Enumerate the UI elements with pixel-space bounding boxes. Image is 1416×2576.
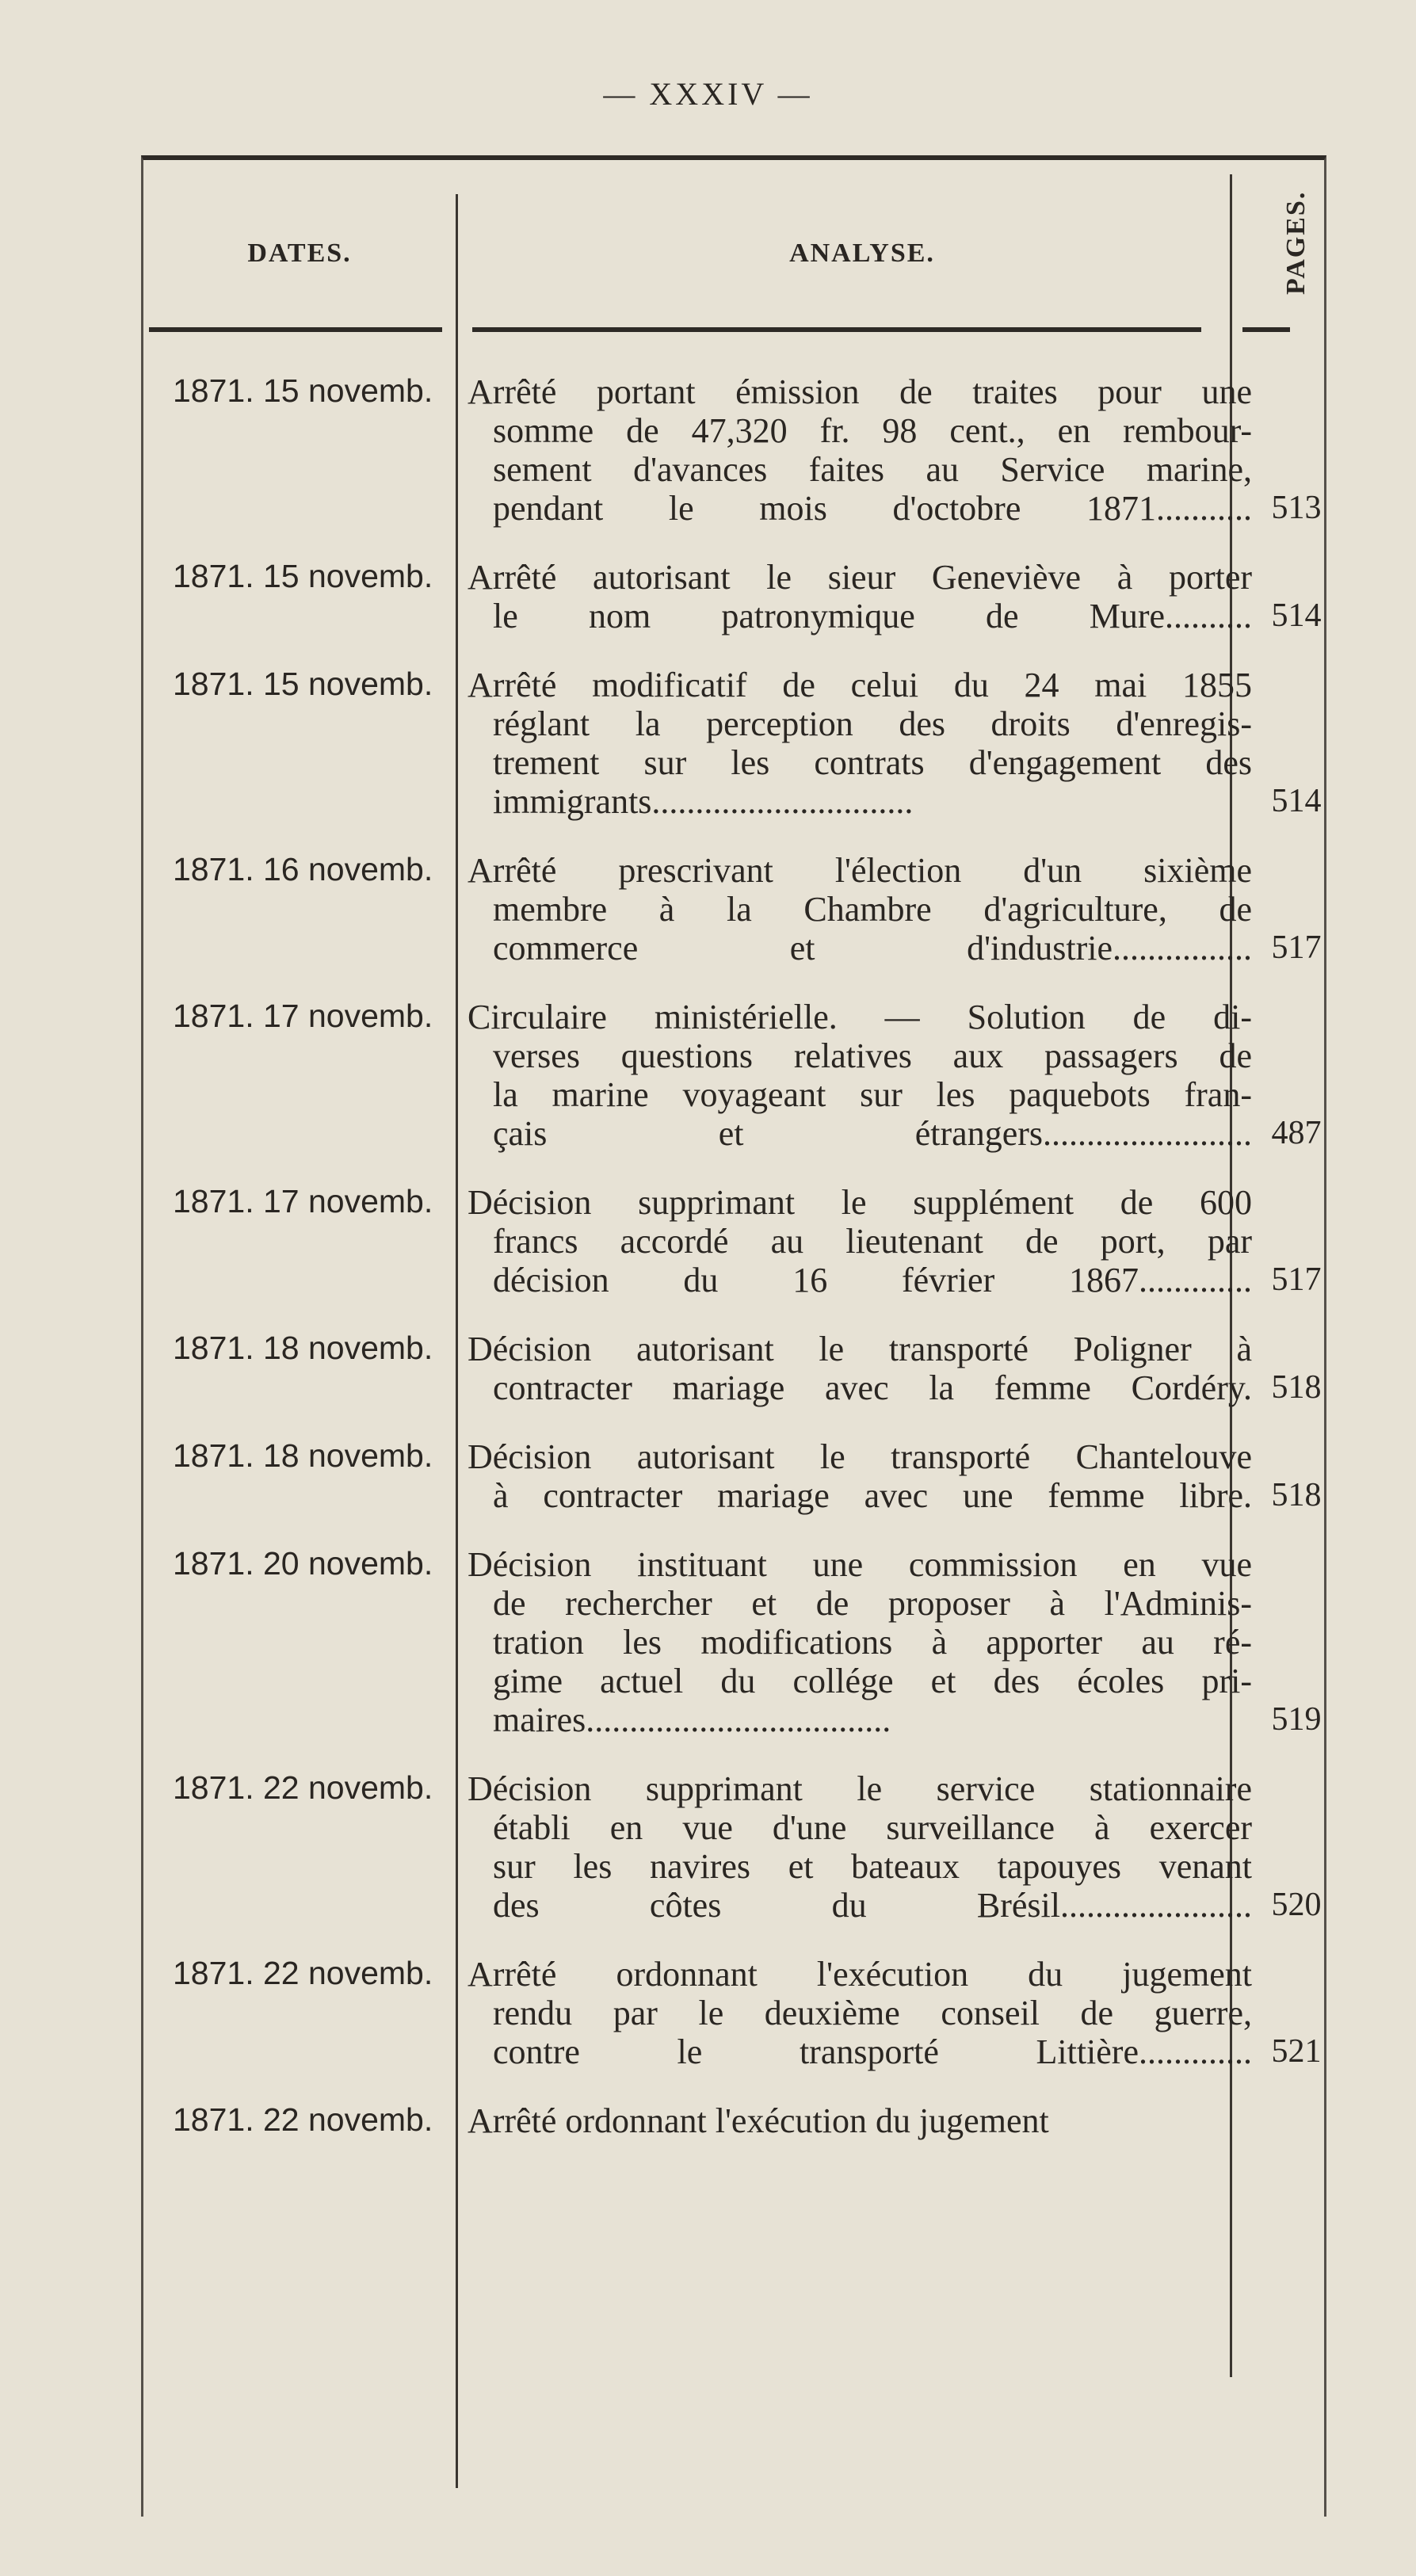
- entry-analysis-line: Arrêté portant émission de traites pour une: [468, 372, 1252, 411]
- entry-page-number: 514: [1271, 783, 1322, 819]
- entry-analysis-line: sement d'avances faites au Service marine,: [493, 450, 1252, 489]
- entry-analysis: [468, 1545, 1252, 1739]
- entry-analysis-line: commerce et d'industrie................: [493, 929, 1252, 967]
- entry-analysis-line: membre à la Chambre d'agriculture, de: [493, 890, 1252, 929]
- entry-analysis-line: Arrêté prescrivant l'élection d'un sixième: [468, 851, 1252, 890]
- entry-analysis: [468, 2101, 1252, 2140]
- entry-date: 1871. 18 novemb.: [173, 1437, 433, 1474]
- entry-analysis: [468, 1955, 1252, 2071]
- entry-analysis-line: à contracter mariage avec une femme libre.: [493, 1476, 1252, 1515]
- column-header-analyse: ANALYSE.: [789, 239, 935, 268]
- entry-date: 1871. 17 novemb.: [173, 998, 433, 1034]
- header-rule-dates: [149, 327, 442, 332]
- entry-analysis-line: Arrêté modificatif de celui du 24 mai 1855: [468, 666, 1252, 704]
- entry-analysis-line: réglant la perception des droits d'enregis-: [493, 704, 1252, 743]
- entry-analysis-line: contracter mariage avec la femme Cordéry.: [493, 1368, 1252, 1407]
- entry-analysis-line: gime actuel du collége et des écoles pri-: [493, 1662, 1252, 1700]
- entry-analysis-line: Décision instituant une commission en vue: [468, 1545, 1252, 1584]
- entry-page-number: 518: [1271, 1477, 1322, 1513]
- header-rule-pages: [1242, 327, 1290, 332]
- entry-analysis-line: la marine voyageant sur les paquebots fran-: [493, 1075, 1252, 1114]
- entry-analysis-line: Décision supprimant le service stationnaire: [468, 1769, 1252, 1808]
- entry-analysis-line: Décision autorisant le transporté Chantelouve: [468, 1437, 1252, 1476]
- entry-analysis-line: rendu par le deuxième conseil de guerre,: [493, 1994, 1252, 2032]
- entry-page-number: 520: [1271, 1887, 1322, 1923]
- entry-analysis: [468, 851, 1252, 967]
- entry-date: 1871. 15 novemb.: [173, 666, 433, 702]
- column-header-pages: PAGES.: [1281, 190, 1311, 295]
- entry-analysis-line: tration les modifications à apporter au ré-: [493, 1623, 1252, 1662]
- entry-analysis-line: Arrêté ordonnant l'exécution du jugement: [468, 1955, 1252, 1994]
- entry-analysis-line: Décision supprimant le supplément de 600: [468, 1183, 1252, 1222]
- entry-analysis-line: verses questions relatives aux passagers de: [493, 1036, 1252, 1075]
- entry-analysis: [468, 1769, 1252, 1925]
- header-rule-analyse: [472, 327, 1201, 332]
- page-number-header: — XXXIV —: [603, 76, 813, 112]
- entry-page-number: 513: [1271, 490, 1322, 526]
- entry-page-number: 518: [1271, 1369, 1322, 1406]
- entry-analysis-line: établi en vue d'une surveillance à exercer: [493, 1808, 1252, 1847]
- entry-analysis: [468, 1183, 1252, 1299]
- entry-analysis-line: décision du 16 février 1867.............: [493, 1261, 1252, 1299]
- entry-analysis-line: immigrants..............................: [493, 782, 914, 821]
- entry-page-number: 517: [1271, 929, 1322, 966]
- entry-analysis: [468, 372, 1252, 528]
- entry-analysis: [468, 1437, 1252, 1515]
- entry-date: 1871. 20 novemb.: [173, 1545, 433, 1582]
- entry-analysis-line: Circulaire ministérielle. — Solution de di-: [468, 998, 1252, 1036]
- entry-analysis: [468, 558, 1252, 635]
- entry-date: 1871. 22 novemb.: [173, 1955, 433, 1991]
- entry-analysis-line: le nom patronymique de Mure..........: [493, 597, 1252, 635]
- entry-analysis-line: contre le transporté Littière.............: [493, 2032, 1252, 2071]
- entry-date: 1871. 15 novemb.: [173, 558, 433, 594]
- entry-analysis: [468, 666, 1252, 821]
- entry-analysis-line: de rechercher et de proposer à l'Adminis-: [493, 1584, 1252, 1623]
- entry-date: 1871. 18 novemb.: [173, 1330, 433, 1366]
- entry-analysis-line: somme de 47,320 fr. 98 cent., en rembour-: [493, 411, 1252, 450]
- entry-analysis-line: Arrêté autorisant le sieur Geneviève à porter: [468, 558, 1252, 597]
- table-header: [141, 155, 1326, 338]
- entry-analysis-line: Arrêté ordonnant l'exécution du jugement: [468, 2101, 1049, 2140]
- entry-page-number: 519: [1271, 1701, 1322, 1738]
- entry-date: 1871. 22 novemb.: [173, 1769, 433, 1806]
- entry-page-number: 514: [1271, 597, 1322, 634]
- entry-analysis-line: pendant le mois d'octobre 1871...........: [493, 489, 1252, 528]
- column-divider-dates: [456, 194, 458, 2488]
- entry-analysis-line: Décision autorisant le transporté Poligner à: [468, 1330, 1252, 1368]
- entry-page-number: 521: [1271, 2033, 1322, 2070]
- entry-analysis-line: francs accordé au lieutenant de port, par: [493, 1222, 1252, 1261]
- entry-analysis-line: trement sur les contrats d'engagement des: [493, 743, 1252, 782]
- entry-analysis-line: maires...................................: [493, 1700, 891, 1739]
- entry-page-number: 487: [1271, 1115, 1322, 1151]
- entry-page-number: 517: [1271, 1261, 1322, 1298]
- entry-date: 1871. 15 novemb.: [173, 372, 433, 409]
- entry-analysis: [468, 998, 1252, 1153]
- entry-date: 1871. 22 novemb.: [173, 2101, 433, 2138]
- entry-date: 1871. 16 novemb.: [173, 851, 433, 887]
- entry-analysis-line: sur les navires et bateaux tapouyes venant: [493, 1847, 1252, 1886]
- column-header-dates: DATES.: [247, 239, 352, 268]
- entry-analysis-line: des côtes du Brésil......................: [493, 1886, 1252, 1925]
- entry-date: 1871. 17 novemb.: [173, 1183, 433, 1219]
- entry-analysis-line: çais et étrangers........................: [493, 1114, 1252, 1153]
- entry-analysis: [468, 1330, 1252, 1407]
